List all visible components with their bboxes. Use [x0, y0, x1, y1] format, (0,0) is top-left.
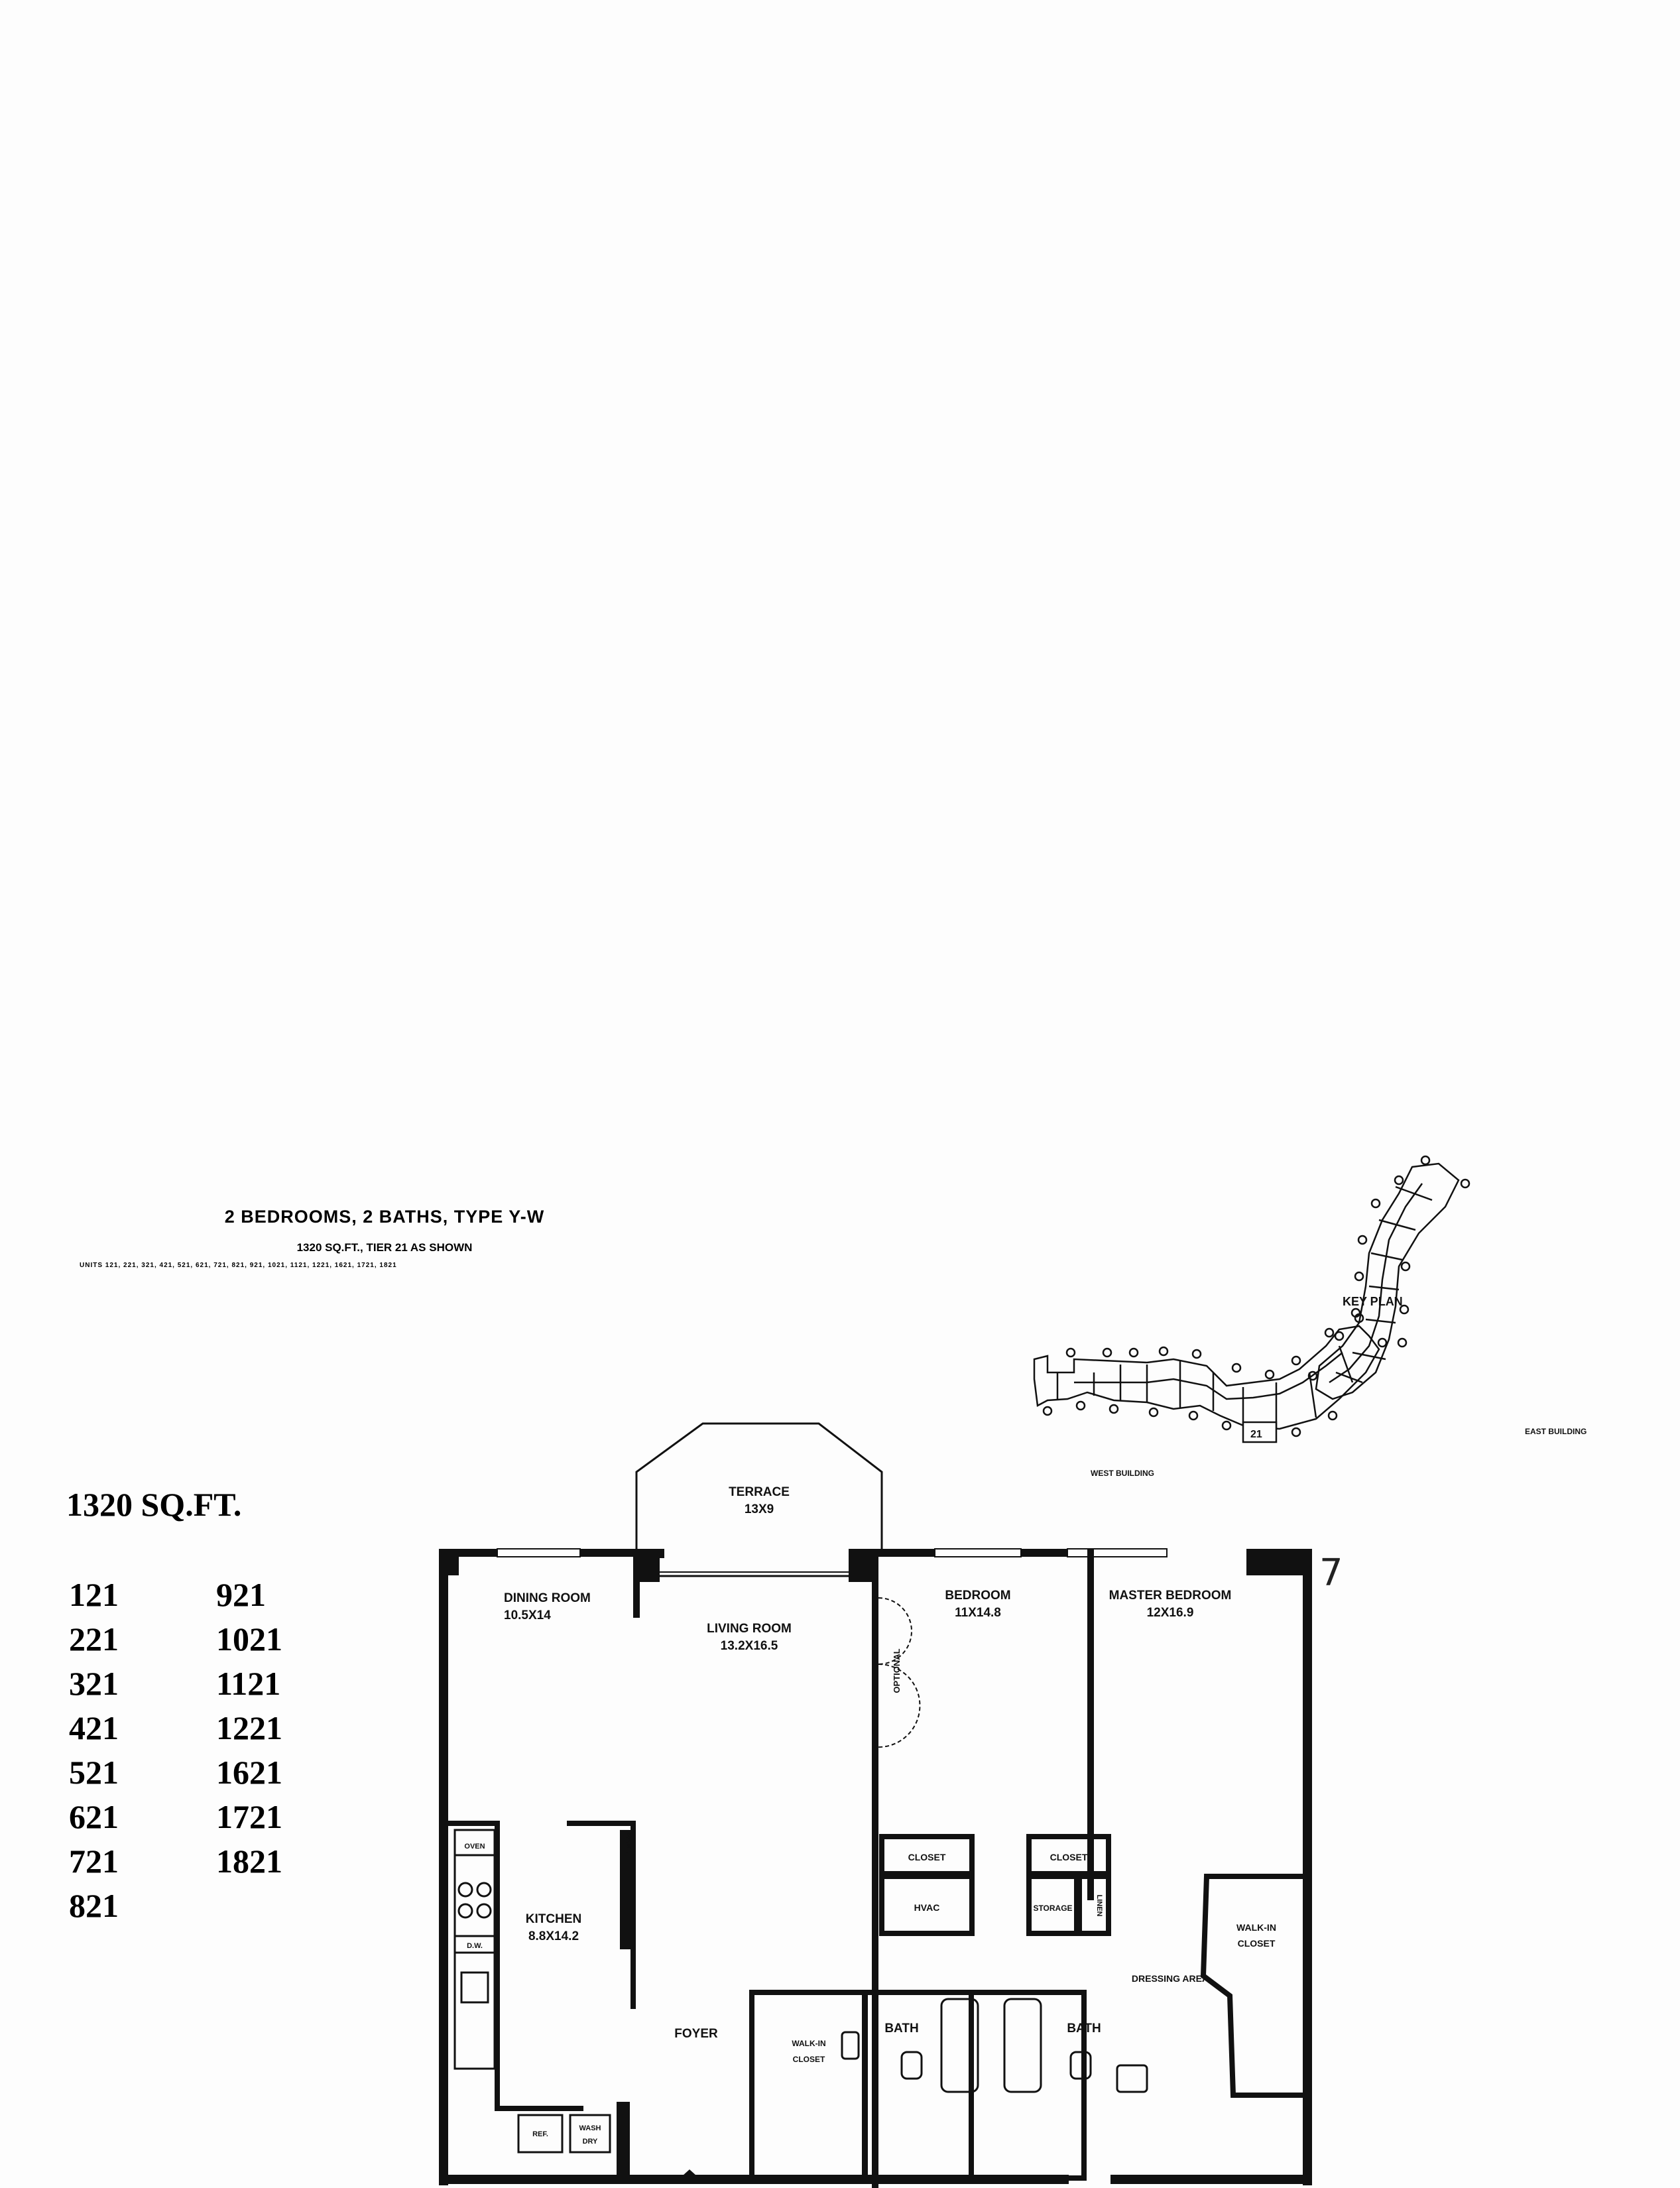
master-bath-label: BATH: [1067, 2022, 1101, 2036]
unit-number: 1621: [216, 1754, 282, 1791]
terrace-dims: 13X9: [744, 1502, 774, 1516]
terrace-name: TERRACE: [729, 1485, 790, 1499]
washer-label: WASH: [579, 2124, 601, 2132]
dining-room-name: DINING ROOM: [504, 1591, 591, 1605]
bath-walls: [752, 1992, 1084, 2178]
unit-number: 1121: [216, 1665, 281, 1702]
closet-label: CLOSET: [908, 1852, 946, 1862]
east-building-label: EAST BUILDING: [1525, 1427, 1587, 1436]
kitchen-counter: [455, 1830, 610, 2152]
foyer-closet-label: CLOSET: [792, 2055, 825, 2064]
unit-number: 821: [69, 1887, 119, 1924]
unit-number: 321: [69, 1665, 119, 1702]
living-room-name: LIVING ROOM: [707, 1622, 792, 1636]
master-bedroom-dims: 12X16.9: [1146, 1606, 1194, 1620]
dishwasher-label: D.W.: [467, 1942, 483, 1950]
unit-number: 221: [69, 1620, 119, 1658]
foyer-walk-in-label: WALK-IN: [792, 2039, 826, 2048]
plan-units-line: UNITS 121, 221, 321, 421, 521, 621, 721, 821, 921, 1021, 1121, 1221, 1621, 1721, 1821: [80, 1262, 397, 1269]
unit-number: 1721: [216, 1798, 282, 1835]
oven-label: OVEN: [464, 1843, 485, 1851]
unit-number: 1021: [216, 1620, 282, 1658]
unit-number-list: [69, 1573, 316, 1928]
bedroom-closet-block: [882, 1837, 972, 1933]
master-bedroom-name: MASTER BEDROOM: [1109, 1589, 1232, 1603]
refrigerator-label: REF.: [532, 2130, 548, 2138]
plan-title: 2 BEDROOMS, 2 BATHS, TYPE Y-W: [224, 1207, 545, 1227]
kitchen-end-wall: [617, 2102, 630, 2175]
handwritten-mark: 7: [1319, 1551, 1343, 1595]
dressing-area-label: DRESSING AREA: [1131, 1973, 1209, 1984]
plan-subtitle: 1320 SQ.FT., TIER 21 AS SHOWN: [296, 1241, 473, 1254]
unit-number: 121: [69, 1576, 119, 1613]
dryer-label: DRY: [582, 2138, 598, 2146]
east-building-outline: [1309, 1156, 1469, 1399]
unit-number: 621: [69, 1798, 119, 1835]
foyer-label: FOYER: [674, 2027, 718, 2041]
square-footage: 1320 SQ.FT.: [66, 1486, 242, 1523]
tier-marker: 21: [1250, 1429, 1262, 1440]
unit-number: 721: [69, 1843, 119, 1880]
bedroom-dims: 11X14.8: [955, 1606, 1001, 1620]
west-building-label: WEST BUILDING: [1091, 1469, 1154, 1478]
master-walk-in-closet: [1203, 1876, 1303, 2095]
living-room-dims: 13.2X16.5: [720, 1639, 778, 1653]
pantry-label: PANT.: [625, 1833, 632, 1854]
floor-plan: [424, 1412, 1326, 2146]
master-closet-block: [1029, 1837, 1109, 1933]
kitchen-name: KITCHEN: [525, 1912, 582, 1926]
unit-number: 1821: [216, 1843, 282, 1880]
dining-room-dims: 10.5X14: [504, 1609, 551, 1622]
bath-label: BATH: [884, 2022, 919, 2036]
optional-label: OPTIONAL: [892, 1648, 902, 1693]
bedroom-name: BEDROOM: [945, 1589, 1011, 1603]
storage-label: STORAGE: [1033, 1904, 1073, 1913]
walk-in-closet-label: CLOSET: [1237, 1938, 1276, 1949]
hvac-label: HVAC: [914, 1902, 940, 1913]
unit-number: 421: [69, 1709, 119, 1746]
unit-number: 1221: [216, 1709, 282, 1746]
unit-number: 921: [216, 1576, 266, 1613]
key-plan-title: KEY PLAN: [1343, 1295, 1403, 1308]
closet-label: CLOSET: [1050, 1852, 1088, 1862]
kitchen-walls: [448, 1823, 633, 2108]
walk-in-label: WALK-IN: [1236, 1922, 1276, 1933]
bath-fixtures: [842, 1999, 1147, 2092]
kitchen-dims: 8.8X14.2: [528, 1929, 579, 1943]
linen-label: LINEN: [1095, 1894, 1103, 1917]
unit-number: 521: [69, 1754, 119, 1791]
